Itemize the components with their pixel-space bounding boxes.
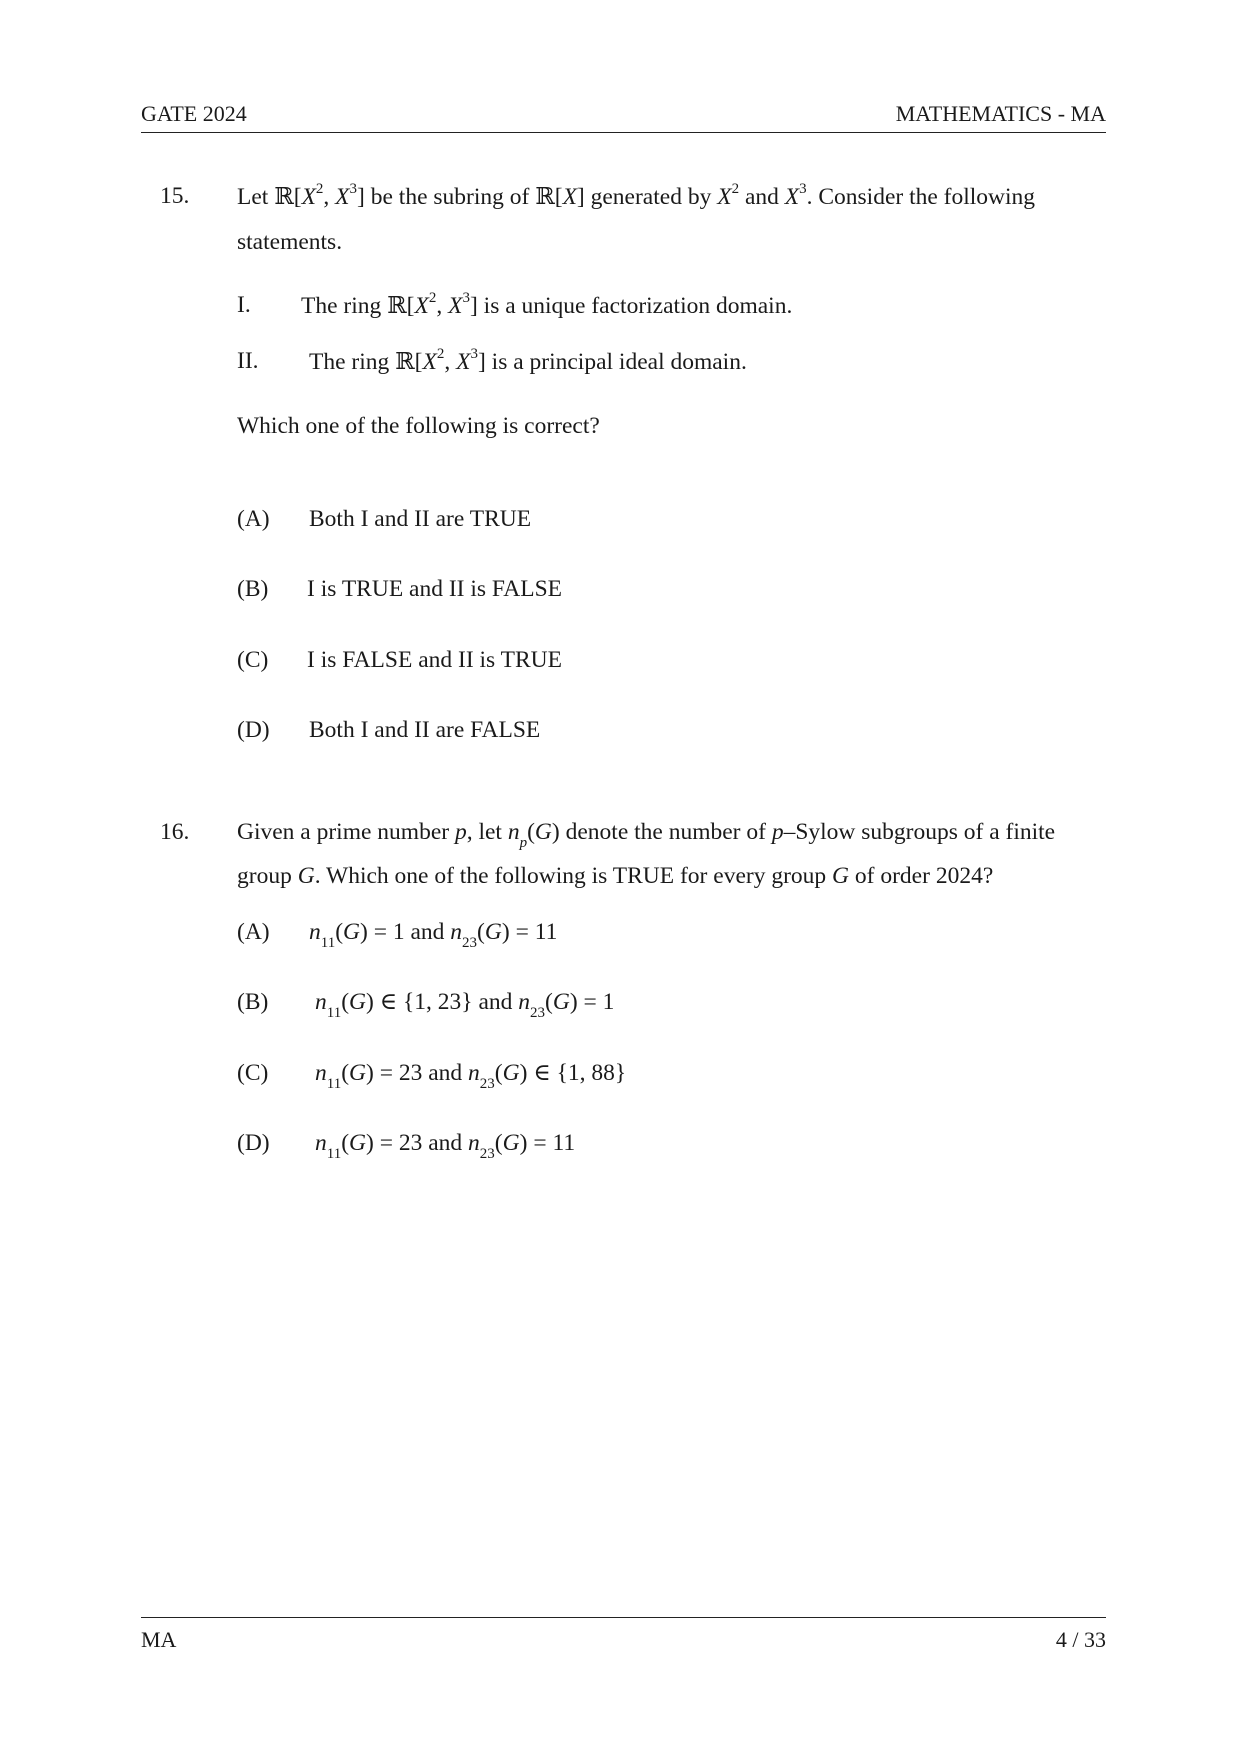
option-text: I is TRUE and II is FALSE — [307, 576, 563, 602]
statement-text: The ring $ℝ[X^2$, $X^3$] is a unique factorization domain. — [301, 290, 793, 319]
option-label: (D) — [237, 717, 270, 743]
question-16-number: 16. — [160, 819, 190, 845]
page-number: 4 / 33 — [1055, 1627, 1106, 1652]
page-header — [141, 100, 1106, 128]
option-label: (A) — [237, 506, 270, 532]
option-text: $n_{11}(G) = 23$ and $n_{23}(G)$ ∈ {1, 88} — [315, 1060, 627, 1092]
option-text: $n_{11}(G)$ ∈ {1, 23} and $n_{23}(G) = 1$ — [315, 989, 615, 1021]
option-label: (C) — [237, 1060, 269, 1086]
option-label: (A) — [237, 919, 270, 945]
statement-text: The ring $ℝ[X^2$, $X^3$] is a principal ideal domain. — [309, 346, 747, 375]
question-15-stem: Let $ℝ[X^2$, $X^3$] be the subring of ℝ[X] generated by $X^2$ and $X^3$. Consider the following — [237, 181, 1036, 210]
option-text: $n_{11}(G) = 1$ and $n_{23}(G) = 11$ — [309, 919, 558, 951]
header-rule — [141, 132, 1106, 133]
option-label: (C) — [237, 647, 269, 673]
option-label: (B) — [237, 989, 269, 1015]
header-subject: MATHEMATICS - MA — [895, 101, 1106, 126]
footer-rule — [141, 1617, 1106, 1618]
option-text: I is FALSE and II is TRUE — [307, 647, 563, 673]
question-15-number: 15. — [160, 183, 190, 209]
question-16-stem-line2: group G. Which one of the following is TRUE for every group G of order 2024? — [237, 863, 994, 889]
question-16-stem: Given a prime number p, let $n_p(G)$ denote the number of p–Sylow subgroups of a finite — [237, 819, 1056, 851]
option-text: Both I and II are FALSE — [309, 717, 541, 743]
option-text: $n_{11}(G) = 23$ and $n_{23}(G) = 11$ — [315, 1130, 576, 1162]
option-label: (D) — [237, 1130, 270, 1156]
question-15-prompt: Which one of the following is correct? — [237, 413, 600, 439]
option-text: Both I and II are TRUE — [309, 506, 532, 532]
statement-label: I. — [237, 292, 251, 318]
question-15-stem-line2: statements. — [237, 229, 343, 255]
footer-subject-code: MA — [141, 1627, 177, 1652]
statement-label: II. — [237, 348, 259, 374]
option-label: (B) — [237, 576, 269, 602]
page-footer — [141, 1626, 1106, 1654]
header-exam: GATE 2024 — [141, 101, 247, 126]
